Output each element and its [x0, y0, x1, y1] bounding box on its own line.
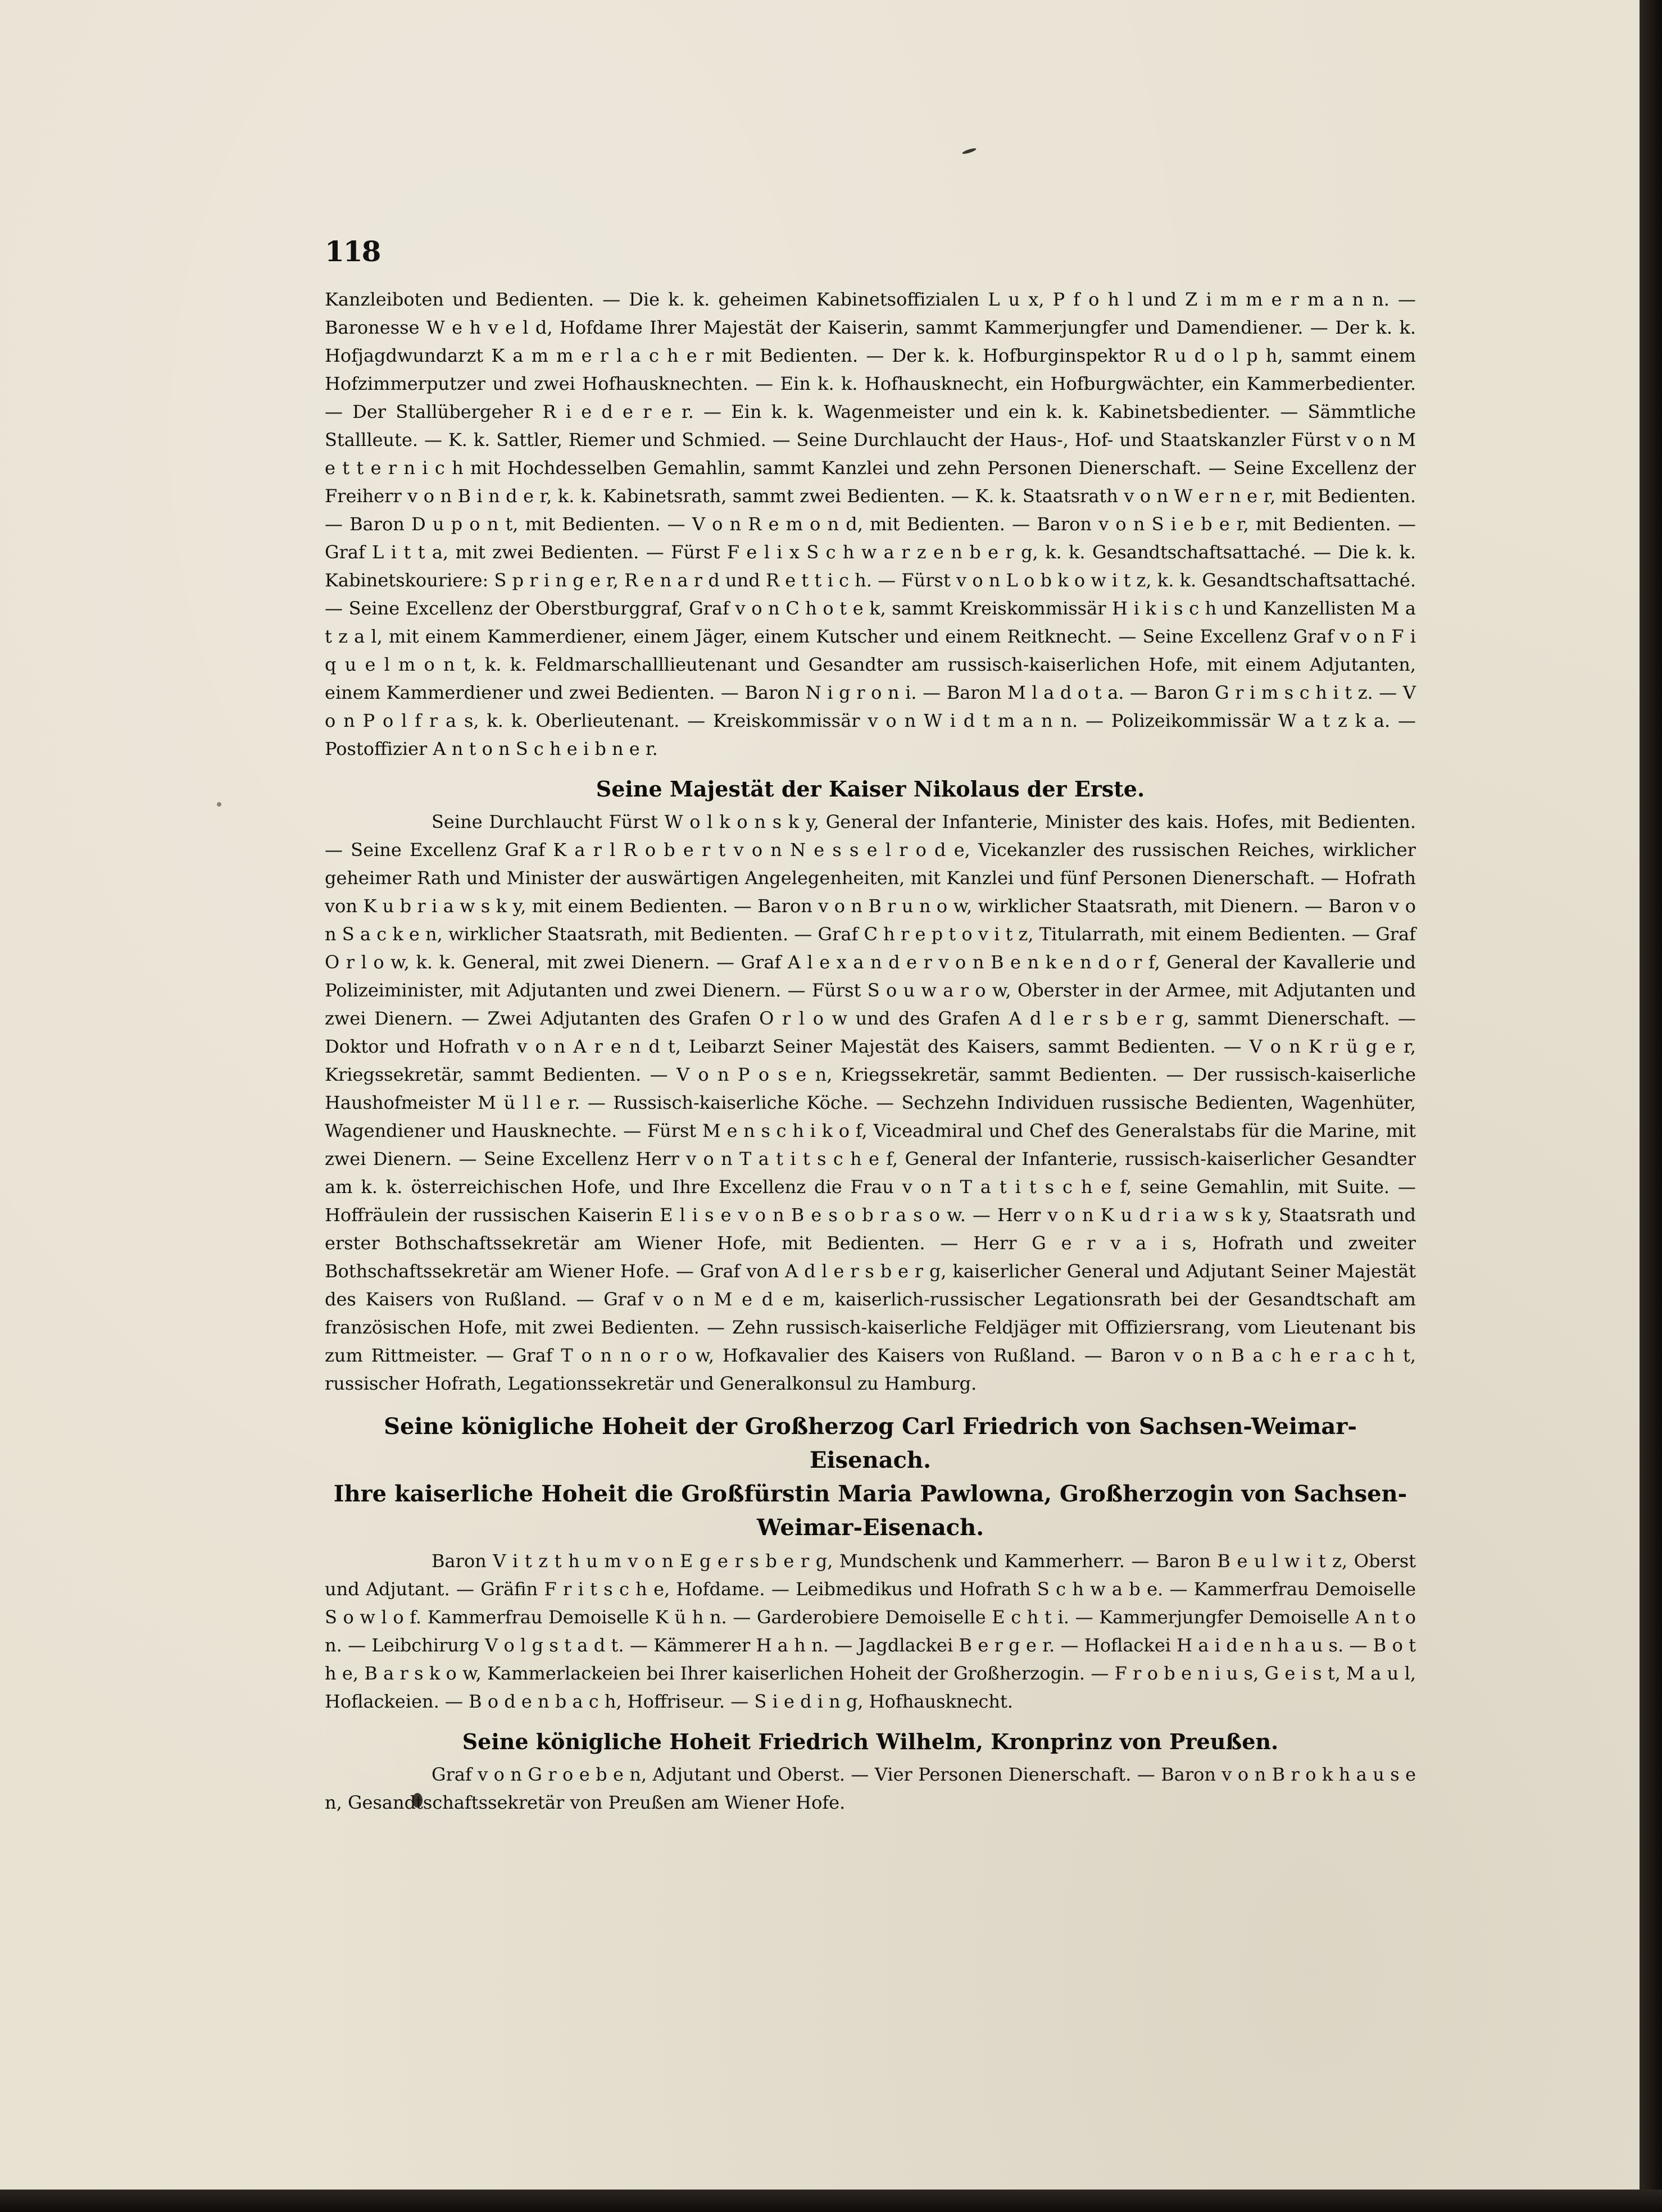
body-paragraph: Kanzleiboten und Bedienten. — Die k. k. geheimen Kabinetsoffizialen L u x, P f o h l und Z i m m e r m a n n. — Baronesse W e h v e l d, Hofdame Ihrer Majestät der Kaiserin, sammt Kammerjungfer und Damendiener. — Der k. k. Hofjagdwundarzt K a m m e r l a c h e r mit Bedienten. — Der k. k. Hofburginspektor R u d o l p h, sammt einem Hofzimmerputzer und zwei Hofhausknechten. — Ein k. k. Hofhausknecht, ein Hofburgwächter, ein Kammerbedienter. — Der Stallübergeher R i e d e r e r. — Ein k. k. Wagenmeister und ein k. k. Kabinetsbedienter. — Sämmtliche Stallleute. — K. k. Sattler, Riemer und Schmied. — Seine Durchlaucht der Haus-, Hof- und Staatskanzler Fürst v o n M e t t e r n i c h mit Hochdesselben Gemahlin, sammt Kanzlei und zehn Personen Dienerschaft. — Seine Excellenz der Freiherr v o n B i n d e r, k. k. Kabinetsrath, sammt zwei Bedienten. — K. k. Staatsrath v o n W e r n e r, mit Bedienten. — Baron D u p o n t, mit Bedienten. — V o n R e m o n d, mit Bedienten. — Baron v o n S i e b e r, mit Bedienten. — Graf L i t t a, mit zwei Bedienten. — Fürst F e l i x S c h w a r z e n b e r g, k. k. Gesandtschaftsattaché. — Die k. k. Kabinetskouriere: S p r i n g e r, R e n a r d und R e t t i c h. — Fürst v o n L o b k o w i t z, k. k. Gesandtschaftsattaché. — Seine Excellenz der Oberstburggraf, Graf v o n C h o t e k, sammt Kreiskommissär H i k i s c h und Kanzellisten M a t z a l, mit einem Kammerdiener, einem Jäger, einem Kutscher und einem Reitknecht. — Seine Excellenz Graf v o n F i q u e l m o n t, k. k. Feldmarschalllieutenant und Gesandter am russisch-kaiserlichen Hofe, mit einem Adjutanten, einem Kammerdiener und zwei Bedienten. — Baron N i g r o n i. — Baron M l a d o t a. — Baron G r i m s c h i t z. — V o n P o l f r a s, k. k. Oberlieutenant. — Kreiskommissär v o n W i d t m a n n. — Polizeikommissär W a t z k a. — Postoffizier A n t o n S c h e i b n e r. — [325, 289, 1416, 759]
body-paragraph: Seine Durchlaucht Fürst W o l k o n s k y, General der Infanterie, Minister des kais. Hofes, mit Bedienten. — Seine Excellenz Graf K a r l R o b e r t v o n N e s s e l r o d e, Vicekanzler des russischen Reiches, wirklicher geheimer Rath und Minister der auswärtigen Angelegenheiten, mit Kanzlei und fünf Personen Dienerschaft. — Hofrath von K u b r i a w s k y, mit einem Bedienten. — Baron v o n B r u n o w, wirklicher Staatsrath, mit Dienern. — Baron v o n S a c k e n, wirklicher Staatsrath, mit Bedienten. — Graf C h r e p t o v i t z, Titularrath, mit einem Bedienten. — Graf O r l o w, k. k. General, mit zwei Dienern. — Graf A l e x a n d e r v o n B e n k e n d o r f, General der Kavallerie und Polizeiminister, mit Adjutanten und zwei Dienern. — Fürst S o u w a r o w, Oberster in der Armee, mit Adjutanten und zwei Dienern. — Zwei Adjutanten des Grafen O r l o w und des Grafen A d l e r s b e r g, sammt Dienerschaft. — Doktor und Hofrath v o n A r e n d t, Leibarzt Seiner Majestät des Kaisers, sammt Bedienten. — V o n K r ü g e r, Kriegssekretär, sammt Bedienten. — V o n P o s e n, Kriegssekretär, sammt Bedienten. — Der russisch-kaiserliche Haushofmeister M ü l l e r. — Russisch-kaiserliche Köche. — Sechzehn Individuen russische Bedienten, Wagenhüter, Wagendiener und Hausknechte. — Fürst M e n s c h i k o f, Viceadmiral und Chef des Generalstabs für die Marine, mit zwei Dienern. — Seine Excellenz Herr v o n T a t i t s c h e f, General der Infanterie, russisch-kaiserlicher Gesandter am k. k. österreichischen Hofe, und Ihre Excellenz die Frau v o n T a t i t s c h e f, seine Gemahlin, mit Suite. — Hoffräulein der russischen Kaiserin E l i s e v o n B e s o b r a s o w. — Herr v o n K u d r i a w s k y, Staatsrath und erster Bothschaftssekretär am Wiener Hofe, mit Bedienten. — Herr G e r v a i s, Hofrath und zweiter Bothschaftssekretär am Wiener Hofe. — Graf von A d l e r s b e r g, kaiserlicher General und Adjutant Seiner Majestät des Kaisers von Rußland. — Graf v o n M e d e m, kaiserlich-russischer Legationsrath bei der Gesandtschaft am französischen Hofe, mit zwei Bedienten. — Zehn russisch-kaiserliche Feldjäger mit Offiziersrang, vom Lieutenant bis zum Rittmeister. — Graf T o n n o r o w, Hofkavalier des Kaisers von Rußland. — Baron v o n B a c h e r a c h t, russischer Hofrath, Legationssekretär und Generalkonsul zu Hamburg. — [325, 811, 1416, 1394]
ink-speck — [217, 802, 221, 807]
section-heading: Seine königliche Hoheit Friedrich Wilhelm, Kronprinz von Preußen. — [462, 1729, 1279, 1754]
book-bottom-edge — [0, 2190, 1662, 2212]
section-subheading: Ihre kaiserliche Hoheit die Großfürstin Maria Pawlowna, Großherzogin von Sachsen-Weimar-Eisenach. — [333, 1481, 1407, 1541]
ink-speck — [962, 147, 977, 155]
section-heading: Seine königliche Hoheit der Großherzog Carl Friedrich von Sachsen-Weimar-Eisenach. — [384, 1413, 1357, 1473]
book-binding-edge — [1640, 0, 1662, 2212]
page-number: 118 — [325, 235, 380, 268]
body-paragraph: Graf v o n G r o e b e n, Adjutant und Oberst. — Vier Personen Dienerschaft. — Baron v o n B r o k h a u s e n, Gesandtschaftssekretär von Preußen am Wiener Hofe. — [325, 1764, 1416, 1813]
body-paragraph: Baron V i t z t h u m v o n E g e r s b e r g, Mundschenk und Kammerherr. — Baron B e u l w i t z, Oberst und Adjutant. — Gräfin F r i t s c h e, Hofdame. — Leibmedikus und Hofrath S c h w a b e. — Kammerfrau Demoiselle S o w l o f. Kammerfrau Demoiselle K ü h n. — Garderobiere Demoiselle E c h t i. — Kammerjungfer Demoiselle A n t o n. — Leibchirurg V o l g s t a d t. — Kämmerer H a h n. — Jagdlackei B e r g e r. — Hoflackei H a i d e n h a u s. — B o t h e, B a r s k o w, Kammerlackeien bei Ihrer kaiserlichen Hoheit der Großherzogin. — F r o b e n i u s, G e i s t, M a u l, Hoflackeien. — B o d e n b a c h, Hoffriseur. — S i e d i n g, Hofhausknecht. — [325, 1550, 1416, 1712]
page-text — [325, 285, 1416, 1817]
section-heading: Seine Majestät der Kaiser Nikolaus der Erste. — [596, 776, 1145, 802]
